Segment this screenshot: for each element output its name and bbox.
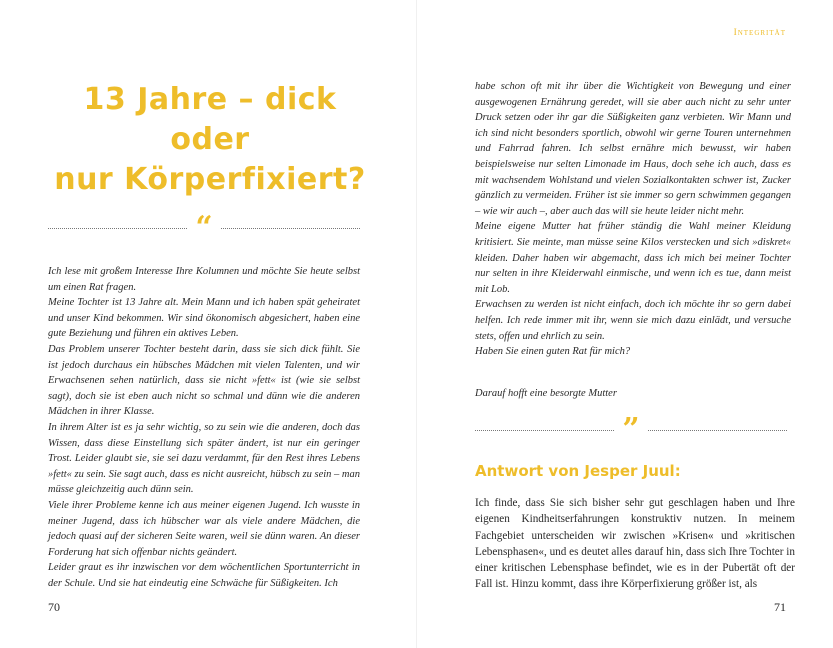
answer-heading: Antwort von Jesper Juul: xyxy=(475,462,681,480)
closing-quote-divider xyxy=(475,412,787,447)
dotted-rule-right xyxy=(221,228,360,229)
open-quote-mark: “ xyxy=(195,210,213,245)
dotted-rule-left xyxy=(475,430,614,431)
letter-paragraph: Leider graut es ihr inzwischen vor dem wöchentlichen Sportunterricht in der Schule. Und sie hat eindeutig eine Schwäche für Süßigkeiten. Ich xyxy=(48,562,360,589)
letter-paragraph: Erwachsen zu werden ist nicht einfach, doch ich möchte ihr so gern dabei helfen. Ich rede immer mit ihr, wenn sie mich dazu einlädt, und versuche stets, offen und ehrlich zu sein. xyxy=(475,299,791,342)
letter-paragraph: Viele ihrer Probleme kenne ich aus meiner eigenen Jugend. Ich wusste in meiner Jugend, dass ich hübscher war als viele andere Mädchen, die jedoch quasi auf der sicheren Seite waren, weil sie dünn waren. An dieser Forderung hat sich offenbar nichts geändert. xyxy=(48,499,360,558)
letter-signature: Darauf hofft eine besorgte Mutter xyxy=(475,388,617,399)
letter-paragraph: habe schon oft mit ihr über die Wichtigkeit von Bewegung und einer ausgewogenen Ernährung geredet, will sie aber auch nicht zu sehr unter Druck setzen oder ihr gar die Süßigkeiten ganz verbieten. Wir Mann und ich sind nicht besonders sportlich, obwohl wir gerne Touren unternehmen und Fahrrad fahren. Ich selbst ernähre mich bewusst, wir haben beispielsweise nur selten Limonade im Haus, doch sehe ich auch, dass es mit wachsendem Wohlstand und vielen Sozialkontakten schwer ist, Zucker gänzlich zu vermeiden. Früher ist sie immer so gern schwimmen gegangen – wie wir auch –, aber auch das will sie heute leider nicht mehr. xyxy=(475,81,791,217)
letter-paragraph: Ich lese mit großem Interesse Ihre Kolumnen und möchte Sie heute selbst um einen Rat fragen. xyxy=(48,266,360,293)
article-title xyxy=(40,80,380,200)
close-quote-mark: ” xyxy=(622,412,640,447)
letter-paragraph: Meine eigene Mutter hat früher ständig die Wahl meiner Kleidung kritisiert. Sie meinte, man müsse seine Kilos verstecken und sich »diskret« kleiden. Daher haben wir abgemacht, dass ich mich bei meiner Tochter nur selten in ihre Kleiderwahl einmische, und wenn ich es tue, dann meist mit Lob. xyxy=(475,221,791,295)
title-line-1: 13 Jahre – dick oder xyxy=(83,82,337,157)
answer-body xyxy=(475,495,795,593)
dotted-rule-left xyxy=(48,228,187,229)
opening-quote-divider xyxy=(48,210,360,245)
letter-paragraph: In ihrem Alter ist es ja sehr wichtig, so zu sein wie die anderen, doch das Wissen, dass diese Einstellung sich später ändert, ist nur ein geringer Trost. Leider glaubt sie, sie sei dazu verdammt, für den Rest ihres Lebens »fett« zu sein. Sie sagt auch, dass es nicht ausreicht, hübsch zu sein – man müsse gleichzeitig auch dünn sein. xyxy=(48,421,360,496)
letter-paragraph: Haben Sie einen guten Rat für mich? xyxy=(475,346,631,358)
page-number-left: 70 xyxy=(48,600,60,614)
title-line-2: nur Körperfixiert? xyxy=(54,162,366,197)
running-header: Integrität xyxy=(733,28,786,38)
page-number-right: 71 xyxy=(774,600,786,614)
letter-paragraph: Meine Tochter ist 13 Jahre alt. Mein Mann und ich haben spät geheiratet und unser Kind bekommen. Wir sind ökonomisch abgesichert, haben eine gute Beziehung und führen ein aktives Leben. xyxy=(48,297,360,340)
left-page xyxy=(0,0,416,648)
dotted-rule-right xyxy=(648,430,787,431)
answer-paragraph: Ich finde, dass Sie sich bisher sehr gut geschlagen haben und Ihre eigenen Kindheitserfahrungen konstruktiv nutzen. In meinem Fachgebiet unterscheiden wir zwischen »Krisen« und »kritischen Lebensphasen«, und es deutet alles darauf hin, dass sich Ihre Tochter in einer kritischen Lebensphase befindet, wie es in der Pubertät oft der Fall ist. Hinzu kommt, dass ihre Körperfixierung größer ist, als xyxy=(475,497,795,591)
reader-letter-part-2 xyxy=(475,79,791,360)
letter-paragraph: Das Problem unserer Tochter besteht darin, dass sie sich dick fühlt. Sie ist jedoch durchaus ein hübsches Mädchen mit vielen Talenten, und wir Erwachsenen sehen natürlich, dass sie nicht »fett« ist (wie sie selbst sagt), doch sie ist eben auch nicht so schmal und dünn wie die anderen Mädchen in ihrer Klasse. xyxy=(48,343,360,418)
reader-letter-part-1 xyxy=(48,264,360,591)
right-page xyxy=(417,0,833,648)
